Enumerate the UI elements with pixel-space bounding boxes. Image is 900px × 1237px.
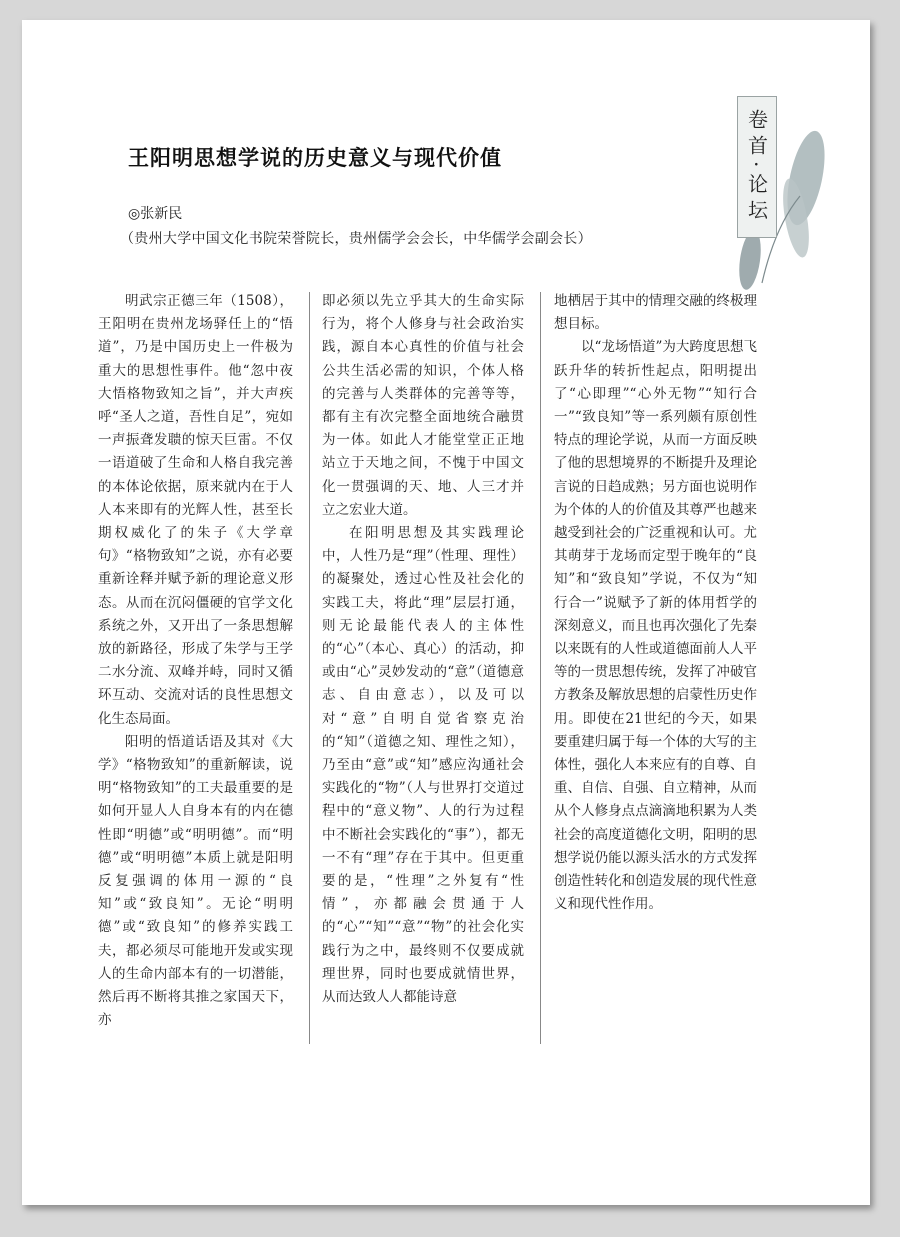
column-divider <box>540 292 541 1044</box>
paragraph: 阳明的悟道话语及其对《大学》“格物致知”的重新解读，说明“格物致知”的工夫最重要的是如何开显人人自身本有的内在德性即“明德”或“明明德”。而“明德”或“明明德”本质上就是阳明反复强调的体用一源的“良知”或“致良知”。无论“明明德”或“致良知”的修养实践工夫，都必须尽可能地开发或实现人的生命内部本有的一切潜能，然后再不断将其推之家国天下，亦 <box>98 733 293 1029</box>
article-title: 王阳明思想学说的历史意义与现代价值 <box>128 145 502 170</box>
paragraph: 以“龙场悟道”为大跨度思想飞跃升华的转折性起点，阳明提出了“心即理”“心外无物”“知行合一”“致良知”等一系列颇有原创性特点的理论学说，从而一方面反映了他的思想境界的不断提升及理论言说的日趋成熟；另方面也说明作为个体的人的价值及其尊严也越来越受到社会的广泛重视和认可。尤其萌芽于龙场而定型于晚年的“良知”和“致良知”学说，不仅为“知行合一”说赋予了新的体用哲学的深刻意义，而且也再次强化了先秦以来既有的人性或道德面前人人平等的一贯思想传统，发挥了冲破官方教条及解放思想的启蒙性历史作用。即使在21世纪的今天，如果要重建归属于每一个体的大写的主体性，强化人本来应有的自尊、自重、自信、自强、自立精神，从而从个人修身点点滴滴地积累为人类社会的高度道德化文明，阳明的思想学说仍能以源头活水的方式发挥创造性转化和创造发展的现代性意义和现代性作用。 <box>554 339 757 913</box>
paragraph: 明武宗正德三年（1508），王阳明在贵州龙场驿任上的“悟道”，乃是中国历史上一件极为重大的思想性事件。他“忽中夜大悟格物致知之旨”，并大声疾呼“圣人之道，吾性自足”，宛如一声振聋发聩的惊天巨雷。不仅一语道破了生命和人格自我完善的本体论依据，原来就内在于人人本来即有的光辉人性，甚至长期权威化了的朱子《大学章句》“格物致知”之说，亦有必要重新诠释并赋予新的理论意义形态。从而在沉闷僵硬的官学文化系统之外，又开出了一条思想解放的新路径，形成了朱学与王学二水分流、双峰并峙，同时又循环互动、交流对话的良性思想文化生态局面。 <box>98 293 293 727</box>
author-affiliation: （贵州大学中国文化书院荣誉院长，贵州儒学会会长，中华儒学会副会长） <box>120 231 592 247</box>
column-divider <box>309 292 310 1044</box>
text-column-3 <box>554 290 757 916</box>
text-column-1 <box>98 290 293 1033</box>
paragraph: 地栖居于其中的情理交融的终极理想目标。 <box>554 293 757 333</box>
author-line: ◎张新民 <box>128 206 183 222</box>
paragraph: 在阳明思想及其实践理论中，人性乃是“理”（性理、理性）的凝聚处，透过心性及社会化的实践工夫，将此“理”层层打通，则无论最能代表人的主体性的“心”（本心、真心）的活动，抑或由“心”灵妙发动的“意”（道德意志、自由意志），以及可以对“意”自明自觉省察克治的“知”（道德之知、理性之知），乃至由“意”或“知”感应沟通社会实践化的“物”（人与世界打交道过程中的“意义物”、人的行为过程中不断社会实践化的“事”），都无一不有“理”存在于其中。但更重要的是，“性理”之外复有“性情”，亦都融会贯通于人的“心”“知”“意”“物”的社会化实践行为之中，最终则不仅要成就理世界，同时也要成就情世界，从而达致人人都能诗意 <box>322 525 524 1006</box>
paragraph: 即必须以先立乎其大的生命实际行为，将个人修身与社会政治实践，源自本心真性的价值与社会公共生活必需的知识，个体人格的完善与人类群体的完善等等，都有主有次完整全面地统合融贯为一体。如此人才能堂堂正正地站立于天地之间，不愧于中国文化一贯强调的天、地、人三才并立之宏业大道。 <box>322 293 524 518</box>
text-column-2 <box>322 290 524 1009</box>
section-tag: 卷首·论坛 <box>737 96 777 238</box>
